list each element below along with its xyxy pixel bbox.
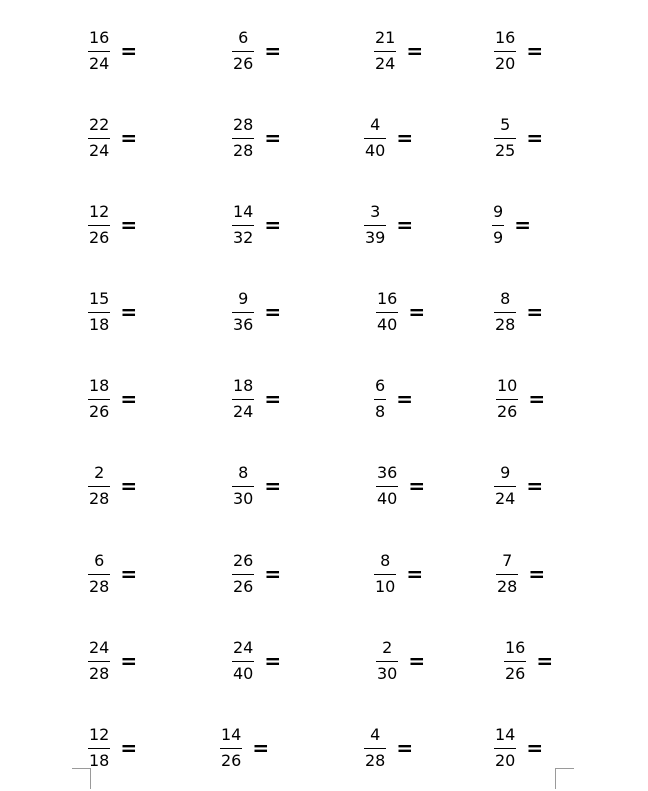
fraction-denominator: 8 bbox=[375, 402, 386, 421]
fraction-denominator: 24 bbox=[375, 54, 396, 73]
fraction bbox=[494, 725, 516, 771]
fraction-bar bbox=[232, 51, 254, 52]
equals-sign: = bbox=[120, 387, 138, 411]
fraction-bar bbox=[88, 661, 110, 662]
fraction-denominator: 32 bbox=[233, 228, 254, 247]
fraction bbox=[232, 115, 254, 161]
fraction-denominator: 26 bbox=[89, 402, 110, 421]
fraction-problem bbox=[374, 28, 423, 74]
fraction-bar bbox=[364, 138, 386, 139]
fraction bbox=[364, 202, 386, 248]
fraction-bar bbox=[88, 138, 110, 139]
fraction bbox=[88, 551, 110, 597]
fraction bbox=[374, 28, 396, 74]
fraction-numerator: 9 bbox=[500, 463, 511, 482]
equals-sign: = bbox=[120, 126, 138, 150]
fraction-bar bbox=[88, 51, 110, 52]
equals-sign: = bbox=[120, 300, 138, 324]
equals-sign: = bbox=[264, 562, 282, 586]
fraction bbox=[232, 289, 254, 335]
fraction-problem bbox=[494, 289, 543, 335]
page-corner-mark-right bbox=[555, 768, 574, 789]
fraction bbox=[88, 638, 110, 684]
fraction-denominator: 30 bbox=[377, 664, 398, 683]
fraction-bar bbox=[88, 574, 110, 575]
equals-sign: = bbox=[264, 213, 282, 237]
fraction-bar bbox=[88, 486, 110, 487]
fraction-numerator: 18 bbox=[89, 376, 110, 395]
fraction-problem bbox=[88, 638, 137, 684]
fraction-numerator: 8 bbox=[500, 289, 511, 308]
fraction-denominator: 28 bbox=[89, 489, 110, 508]
fraction bbox=[376, 463, 398, 509]
fraction-denominator: 24 bbox=[89, 141, 110, 160]
fraction bbox=[494, 28, 516, 74]
fraction-denominator: 18 bbox=[89, 751, 110, 770]
fraction bbox=[494, 463, 516, 509]
equals-sign: = bbox=[264, 300, 282, 324]
equals-sign: = bbox=[120, 562, 138, 586]
fraction-numerator: 28 bbox=[233, 115, 254, 134]
fraction-denominator: 26 bbox=[497, 402, 518, 421]
fraction bbox=[364, 115, 386, 161]
fraction-denominator: 18 bbox=[89, 315, 110, 334]
fraction-bar bbox=[376, 312, 398, 313]
fraction-problem bbox=[376, 638, 425, 684]
fraction-problem bbox=[232, 28, 281, 74]
equals-sign: = bbox=[528, 387, 546, 411]
equals-sign: = bbox=[514, 213, 531, 237]
fraction-numerator: 22 bbox=[89, 115, 110, 134]
fraction bbox=[88, 376, 110, 422]
fraction-numerator: 9 bbox=[238, 289, 249, 308]
fraction-bar bbox=[496, 574, 518, 575]
fraction-numerator: 12 bbox=[89, 725, 110, 744]
fraction-bar bbox=[494, 138, 516, 139]
fraction-problem bbox=[492, 202, 531, 248]
fraction-denominator: 26 bbox=[233, 54, 254, 73]
fraction-problem bbox=[496, 376, 545, 422]
fraction-numerator: 6 bbox=[238, 28, 249, 47]
fraction-denominator: 24 bbox=[89, 54, 110, 73]
fraction-problem bbox=[220, 725, 269, 771]
fraction-denominator: 26 bbox=[89, 228, 110, 247]
fraction-problem bbox=[232, 202, 281, 248]
fraction-problem bbox=[494, 115, 543, 161]
fraction-problem bbox=[504, 638, 553, 684]
equals-sign: = bbox=[526, 126, 544, 150]
fraction bbox=[232, 638, 254, 684]
fraction-bar bbox=[494, 748, 516, 749]
fraction-denominator: 40 bbox=[233, 664, 254, 683]
fraction bbox=[88, 28, 110, 74]
equals-sign: = bbox=[406, 39, 424, 63]
equals-sign: = bbox=[264, 126, 282, 150]
fraction bbox=[494, 115, 516, 161]
fraction-denominator: 26 bbox=[233, 577, 254, 596]
fraction bbox=[88, 463, 110, 509]
fraction-numerator: 12 bbox=[89, 202, 110, 221]
fraction-numerator: 9 bbox=[493, 202, 504, 221]
fraction-denominator: 36 bbox=[233, 315, 254, 334]
fraction-bar bbox=[494, 486, 516, 487]
fraction-denominator: 9 bbox=[493, 228, 504, 247]
equals-sign: = bbox=[526, 736, 544, 760]
fraction-bar bbox=[376, 486, 398, 487]
fraction-bar bbox=[374, 51, 396, 52]
equals-sign: = bbox=[396, 126, 414, 150]
fraction bbox=[232, 376, 254, 422]
fraction-bar bbox=[88, 312, 110, 313]
equals-sign: = bbox=[120, 39, 138, 63]
fraction bbox=[496, 551, 518, 597]
fraction-numerator: 14 bbox=[495, 725, 516, 744]
fraction-bar bbox=[374, 399, 386, 400]
equals-sign: = bbox=[396, 387, 413, 411]
equals-sign: = bbox=[526, 300, 544, 324]
fraction bbox=[220, 725, 242, 771]
fraction bbox=[492, 202, 504, 248]
fraction-denominator: 40 bbox=[377, 315, 398, 334]
fraction bbox=[496, 376, 518, 422]
fraction-bar bbox=[504, 661, 526, 662]
fraction-denominator: 28 bbox=[495, 315, 516, 334]
fraction-denominator: 28 bbox=[365, 751, 386, 770]
fraction-bar bbox=[88, 399, 110, 400]
fraction-numerator: 10 bbox=[497, 376, 518, 395]
fraction-problem bbox=[88, 202, 137, 248]
fraction-denominator: 24 bbox=[495, 489, 516, 508]
equals-sign: = bbox=[252, 736, 270, 760]
fraction-numerator: 16 bbox=[89, 28, 110, 47]
fraction-bar bbox=[232, 486, 254, 487]
fraction-problem bbox=[374, 551, 423, 597]
fraction-problem bbox=[88, 463, 137, 509]
fraction-numerator: 5 bbox=[500, 115, 511, 134]
fraction bbox=[88, 725, 110, 771]
fraction-denominator: 25 bbox=[495, 141, 516, 160]
equals-sign: = bbox=[120, 736, 138, 760]
fraction-numerator: 24 bbox=[233, 638, 254, 657]
page-corner-mark-left bbox=[72, 768, 91, 789]
fraction-denominator: 20 bbox=[495, 751, 516, 770]
equals-sign: = bbox=[536, 649, 554, 673]
fraction-problem bbox=[232, 551, 281, 597]
fraction-numerator: 16 bbox=[505, 638, 526, 657]
equals-sign: = bbox=[396, 736, 414, 760]
fraction-numerator: 2 bbox=[382, 638, 393, 657]
fraction-numerator: 18 bbox=[233, 376, 254, 395]
fraction-numerator: 8 bbox=[238, 463, 249, 482]
equals-sign: = bbox=[120, 213, 138, 237]
fraction bbox=[494, 289, 516, 335]
equals-sign: = bbox=[526, 474, 544, 498]
fraction-problem bbox=[496, 551, 545, 597]
fraction-bar bbox=[494, 51, 516, 52]
fraction-problem bbox=[88, 28, 137, 74]
fraction bbox=[232, 551, 254, 597]
fraction-denominator: 28 bbox=[89, 577, 110, 596]
fraction-bar bbox=[492, 225, 504, 226]
fraction bbox=[504, 638, 526, 684]
fraction-bar bbox=[364, 748, 386, 749]
fraction-problem bbox=[88, 376, 137, 422]
fraction bbox=[88, 289, 110, 335]
fraction-bar bbox=[220, 748, 242, 749]
fraction-denominator: 26 bbox=[221, 751, 242, 770]
fraction-problem bbox=[88, 289, 137, 335]
fraction-bar bbox=[88, 225, 110, 226]
fraction-problem bbox=[88, 725, 137, 771]
fraction-problem bbox=[364, 115, 413, 161]
fraction-problem bbox=[232, 638, 281, 684]
fraction-numerator: 36 bbox=[377, 463, 398, 482]
fraction-problem bbox=[232, 115, 281, 161]
fraction-problem bbox=[376, 463, 425, 509]
fraction-bar bbox=[232, 661, 254, 662]
fraction-problem bbox=[364, 725, 413, 771]
fraction-problem bbox=[232, 289, 281, 335]
equals-sign: = bbox=[264, 387, 282, 411]
fraction-numerator: 7 bbox=[502, 551, 513, 570]
fraction-problem bbox=[494, 463, 543, 509]
fraction bbox=[88, 202, 110, 248]
fraction-bar bbox=[364, 225, 386, 226]
fraction-denominator: 20 bbox=[495, 54, 516, 73]
fraction-denominator: 40 bbox=[365, 141, 386, 160]
fraction-numerator: 16 bbox=[377, 289, 398, 308]
fraction-denominator: 28 bbox=[233, 141, 254, 160]
fraction bbox=[376, 638, 398, 684]
fraction-bar bbox=[232, 225, 254, 226]
fraction-bar bbox=[232, 138, 254, 139]
equals-sign: = bbox=[408, 300, 426, 324]
fraction-denominator: 30 bbox=[233, 489, 254, 508]
fraction-bar bbox=[496, 399, 518, 400]
fraction-problem bbox=[364, 202, 413, 248]
fraction bbox=[374, 376, 386, 422]
fraction-numerator: 6 bbox=[94, 551, 105, 570]
fraction-problem bbox=[232, 463, 281, 509]
fraction-bar bbox=[374, 574, 396, 575]
fraction-numerator: 14 bbox=[233, 202, 254, 221]
equals-sign: = bbox=[406, 562, 424, 586]
fraction bbox=[232, 463, 254, 509]
equals-sign: = bbox=[264, 39, 282, 63]
fraction-numerator: 4 bbox=[370, 725, 381, 744]
fraction bbox=[364, 725, 386, 771]
fraction-denominator: 10 bbox=[375, 577, 396, 596]
fraction-denominator: 28 bbox=[89, 664, 110, 683]
fraction-denominator: 40 bbox=[377, 489, 398, 508]
fraction-denominator: 28 bbox=[497, 577, 518, 596]
fraction-denominator: 26 bbox=[505, 664, 526, 683]
equals-sign: = bbox=[120, 649, 138, 673]
fraction-numerator: 24 bbox=[89, 638, 110, 657]
fraction-problem bbox=[88, 115, 137, 161]
equals-sign: = bbox=[396, 213, 414, 237]
equals-sign: = bbox=[408, 649, 426, 673]
fraction-numerator: 6 bbox=[375, 376, 386, 395]
fraction-bar bbox=[232, 312, 254, 313]
fraction-numerator: 15 bbox=[89, 289, 110, 308]
fraction bbox=[232, 28, 254, 74]
fraction-numerator: 2 bbox=[94, 463, 105, 482]
fraction-denominator: 39 bbox=[365, 228, 386, 247]
fraction-numerator: 3 bbox=[370, 202, 381, 221]
fraction-problem bbox=[374, 376, 413, 422]
equals-sign: = bbox=[526, 39, 544, 63]
fraction-bar bbox=[88, 748, 110, 749]
fraction-problem bbox=[232, 376, 281, 422]
equals-sign: = bbox=[264, 474, 282, 498]
fraction-numerator: 4 bbox=[370, 115, 381, 134]
fraction bbox=[232, 202, 254, 248]
equals-sign: = bbox=[120, 474, 138, 498]
fraction-problem bbox=[494, 725, 543, 771]
equals-sign: = bbox=[264, 649, 282, 673]
fraction-bar bbox=[376, 661, 398, 662]
fraction-bar bbox=[494, 312, 516, 313]
equals-sign: = bbox=[408, 474, 426, 498]
equals-sign: = bbox=[528, 562, 546, 586]
fraction-bar bbox=[232, 574, 254, 575]
fraction-problem bbox=[494, 28, 543, 74]
fraction bbox=[88, 115, 110, 161]
fraction-problem bbox=[376, 289, 425, 335]
fraction-bar bbox=[232, 399, 254, 400]
fraction-numerator: 14 bbox=[221, 725, 242, 744]
fraction-numerator: 16 bbox=[495, 28, 516, 47]
fraction bbox=[376, 289, 398, 335]
fraction bbox=[374, 551, 396, 597]
fraction-denominator: 24 bbox=[233, 402, 254, 421]
fraction-numerator: 26 bbox=[233, 551, 254, 570]
fraction-numerator: 8 bbox=[380, 551, 391, 570]
fraction-problem bbox=[88, 551, 137, 597]
fraction-numerator: 21 bbox=[375, 28, 396, 47]
